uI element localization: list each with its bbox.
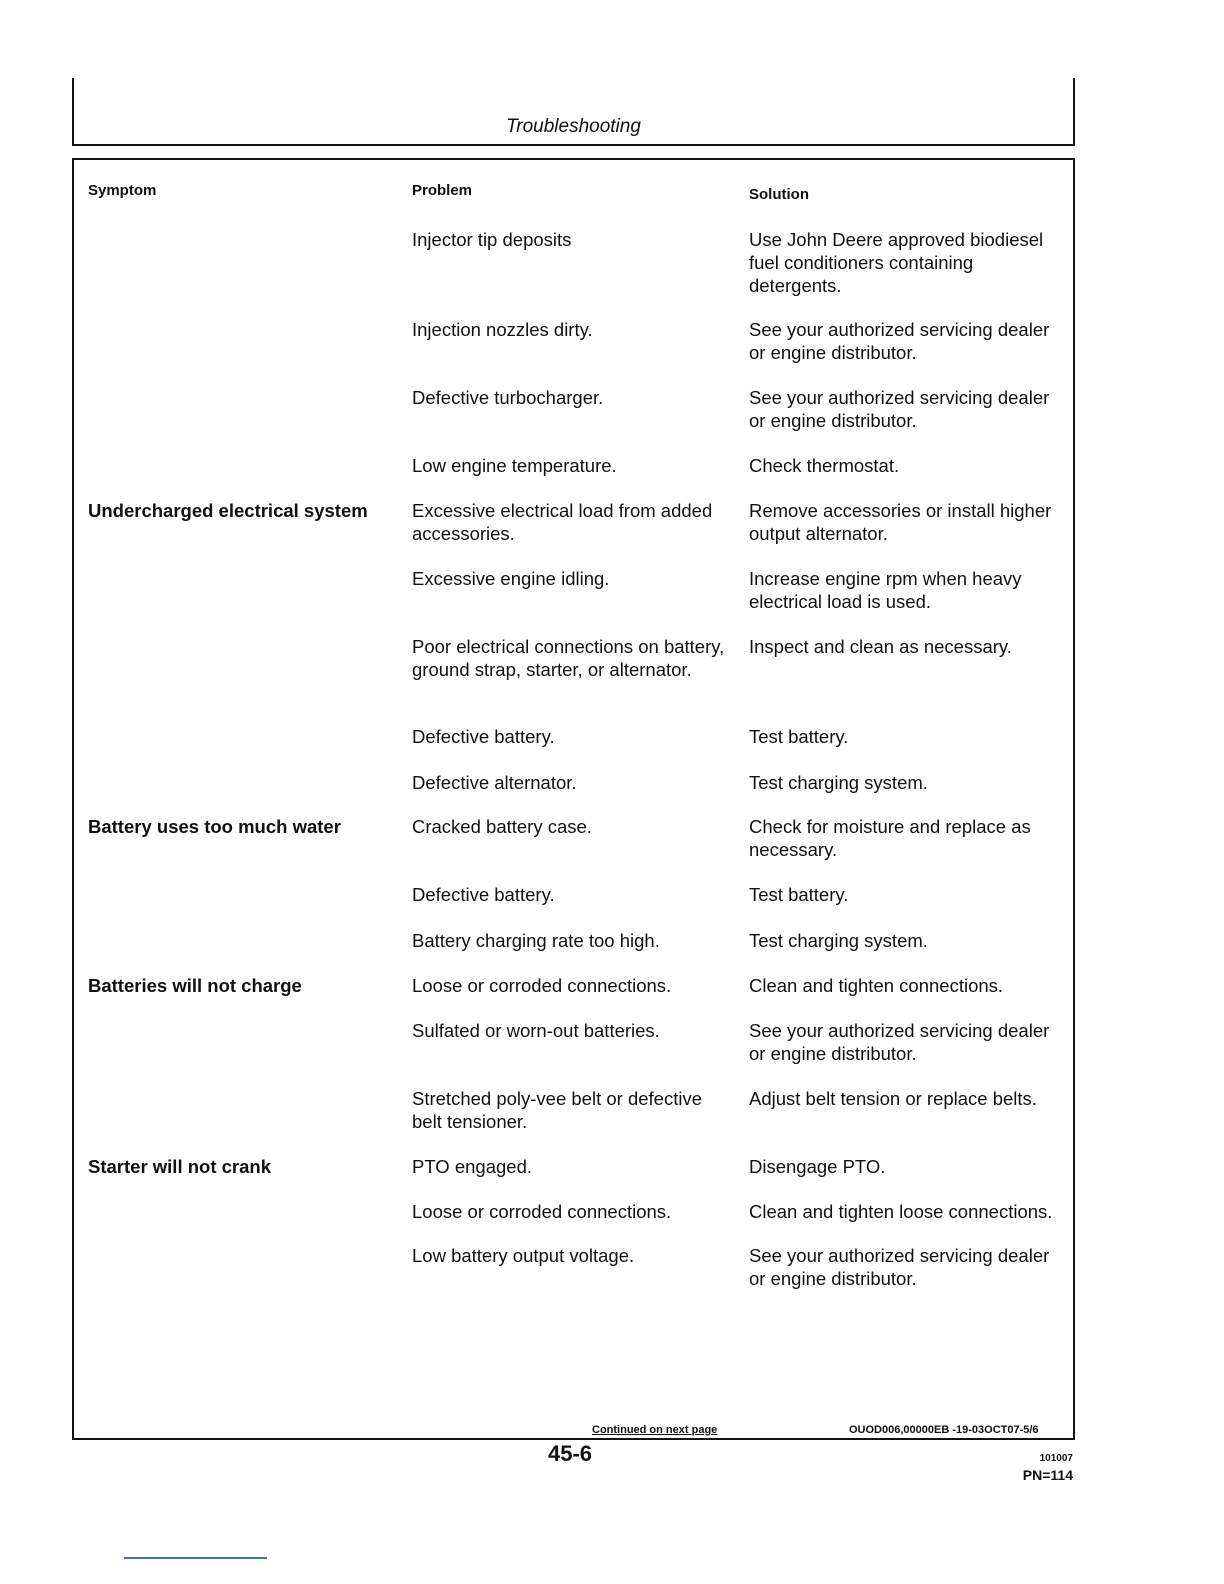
solution-cell: Inspect and clean as necessary. [749,636,1012,657]
troubleshooting-table [72,158,1075,1440]
solution-cell: Clean and tighten loose connections. [749,1201,1053,1222]
solution-cell: Clean and tighten connections. [749,975,1004,996]
problem-cell: Injector tip deposits [412,229,572,250]
problem-cell: Injection nozzles dirty. [412,319,593,340]
symptom-cell: Batteries will not charge [88,975,302,996]
problem-cell: Loose or corroded connections. [412,1201,672,1222]
continued-note: Continued on next page [592,1424,718,1436]
problem-cell: Stretched poly-vee belt or defective belt tensioner. [412,1088,702,1132]
problem-cell: PTO engaged. [412,1156,532,1177]
problem-cell: Loose or corroded connections. [412,975,672,996]
problem-cell: Defective turbocharger. [412,387,604,408]
page-number: 45-6 [548,1441,593,1466]
solution-cell: Check for moisture and replace as necessary. [749,816,1031,860]
header-frame [72,78,1075,146]
solution-cell: Increase engine rpm when heavy electrical load is used. [749,568,1022,612]
symptom-cell: Starter will not crank [88,1156,271,1177]
solution-cell: Test charging system. [749,772,928,793]
pn-label: PN=114 [1022,1467,1073,1483]
solution-cell: Test battery. [749,884,849,905]
column-header-problem: Problem [412,182,473,199]
document-id: OUOD006,00000EB -19-03OCT07-5/6 [849,1424,1039,1436]
symptom-cell: Battery uses too much water [88,816,341,837]
problem-cell: Cracked battery case. [412,816,592,837]
solution-cell: Disengage PTO. [749,1156,886,1177]
problem-cell: Defective alternator. [412,772,577,793]
solution-cell: See your authorized servicing dealer or engine distributor. [749,1245,1050,1289]
solution-cell: Use John Deere approved biodiesel fuel conditioners containing detergents. [749,229,1044,296]
symptom-cell: Undercharged electrical system [88,500,368,521]
solution-cell: Remove accessories or install higher output alternator. [749,500,1052,544]
bottom-divider [124,1557,267,1559]
column-header-symptom: Symptom [88,182,157,199]
problem-cell: Excessive electrical load from added accessories. [412,500,713,544]
solution-cell: See your authorized servicing dealer or engine distributor. [749,319,1050,363]
problem-cell: Defective battery. [412,884,555,905]
solution-cell: Test charging system. [749,930,928,951]
solution-cell: Check thermostat. [749,455,900,476]
solution-cell: See your authorized servicing dealer or engine distributor. [749,387,1050,431]
solution-cell: Test battery. [749,726,849,747]
problem-cell: Excessive engine idling. [412,568,610,589]
problem-cell: Low battery output voltage. [412,1245,635,1266]
problem-cell: Poor electrical connections on battery, ground strap, starter, or alternator. [412,636,725,680]
problem-cell: Defective battery. [412,726,555,747]
column-header-solution: Solution [749,186,809,203]
date-code: 101007 [1039,1453,1073,1464]
solution-cell: Adjust belt tension or replace belts. [749,1088,1037,1109]
solution-cell: See your authorized servicing dealer or engine distributor. [749,1020,1050,1064]
problem-cell: Low engine temperature. [412,455,617,476]
problem-cell: Battery charging rate too high. [412,930,660,951]
problem-cell: Sulfated or worn-out batteries. [412,1020,660,1041]
page-title: Troubleshooting [506,116,641,137]
